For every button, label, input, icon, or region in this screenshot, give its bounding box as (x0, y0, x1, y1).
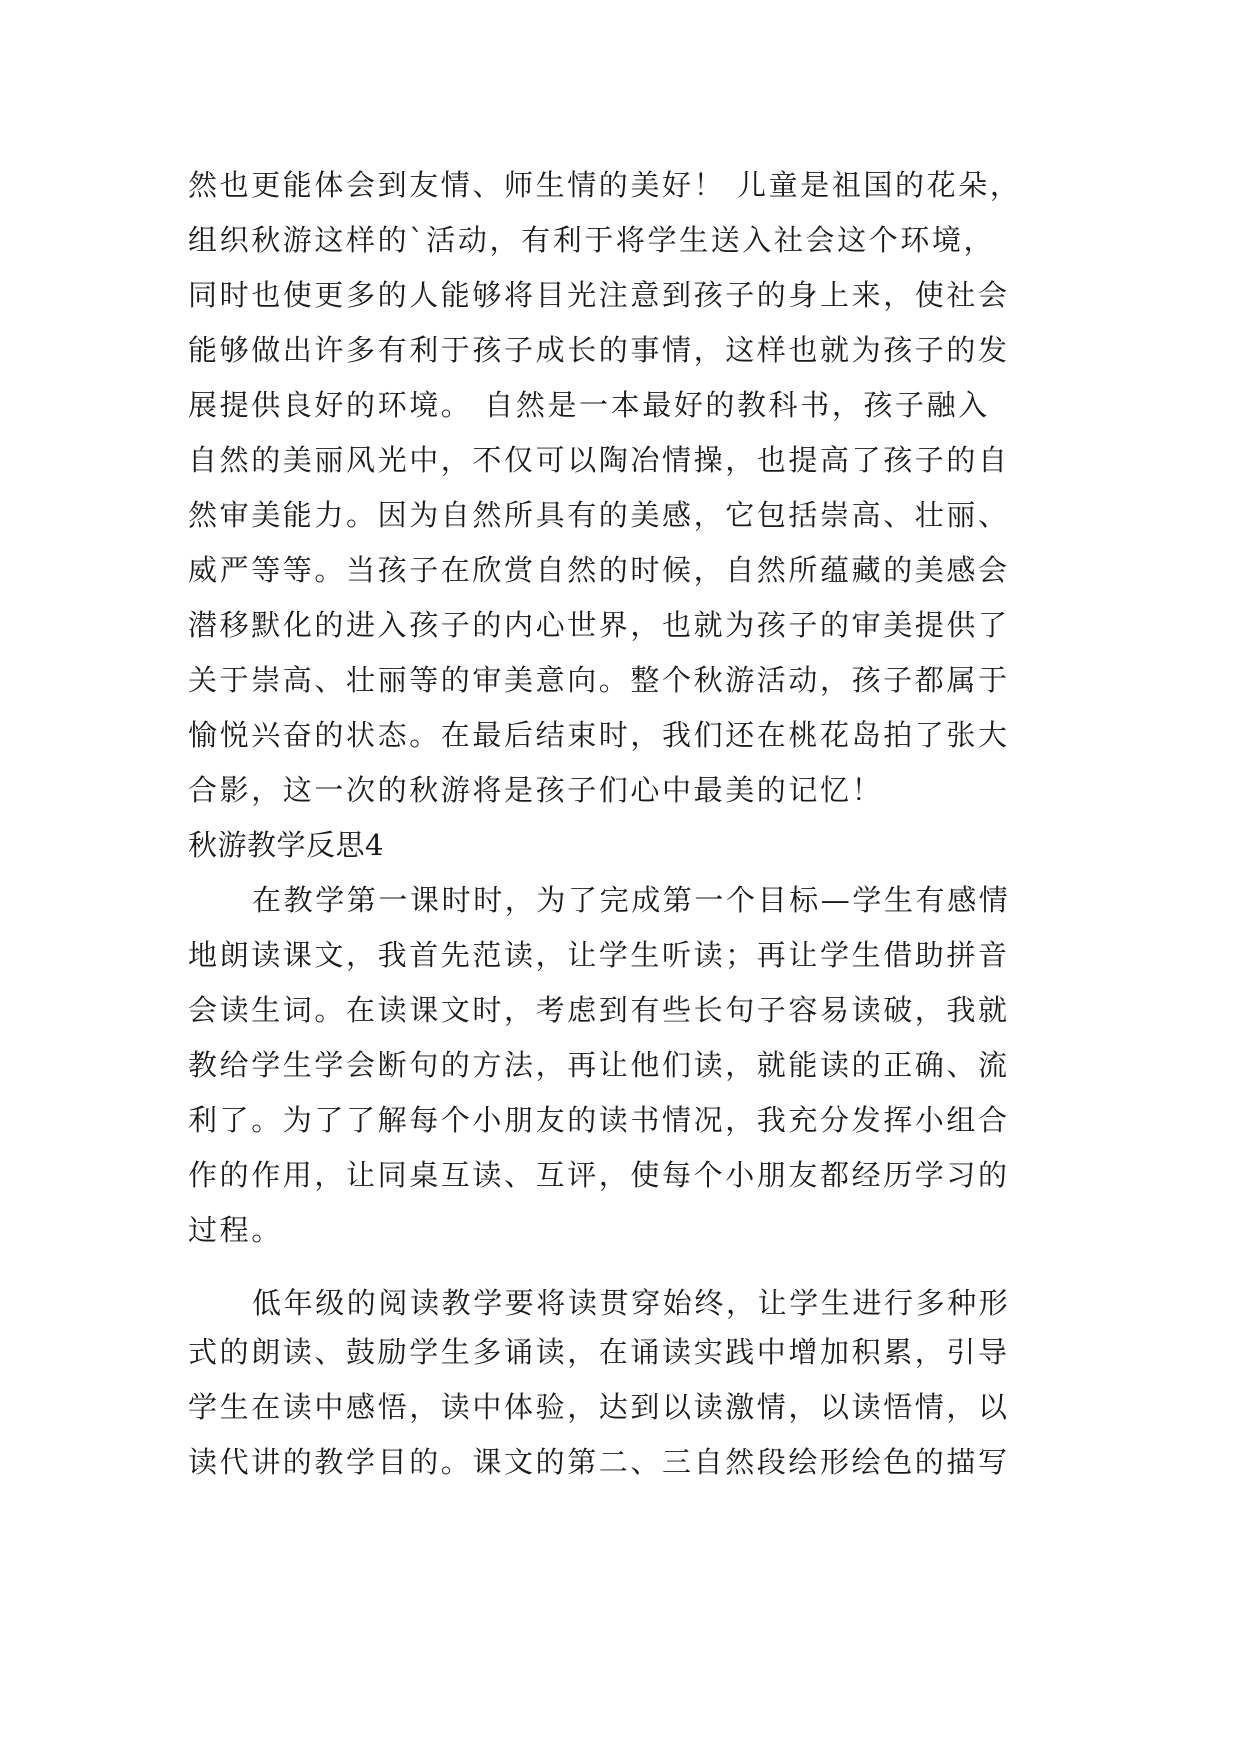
text-line: 潜移默化的进入孩子的内心世界，也就为孩子的审美提供了 (188, 608, 1010, 642)
text-line: 愉悦兴奋的状态。在最后结束时，我们还在桃花岛拍了张大 (188, 718, 1010, 752)
text-line: 组织秋游这样的`活动，有利于将学生送入社会这个环境， (188, 223, 996, 257)
text-line: 式的朗读、鼓励学生多诵读，在诵读实践中增加积累，引导 (188, 1335, 1010, 1369)
text-line: 然审美能力。因为自然所具有的美感，它包括崇高、壮丽、 (188, 498, 1010, 532)
text-line: 会读生词。在读课文时，考虑到有些长句子容易读破，我就 (188, 993, 1010, 1027)
text-line: 然也更能体会到友情、师生情的美好！ 儿童是祖国的花朵， (188, 168, 1022, 202)
text-line: 利了。为了了解每个小朋友的读书情况，我充分发挥小组合 (188, 1103, 1010, 1137)
text-line: 合影，这一次的秋游将是孩子们心中最美的记忆！ (188, 773, 884, 807)
text-line: 地朗读课文，我首先范读，让学生听读；再让学生借助拼音 (188, 938, 1010, 972)
text-line: 过程。 (188, 1213, 283, 1247)
text-line: 在教学第一课时时，为了完成第一个目标—学生有感情 (252, 883, 1011, 917)
text-line: 作的作用，让同桌互读、互评，使每个小朋友都经历学习的 (188, 1158, 1010, 1192)
text-line: 同时也使更多的人能够将目光注意到孩子的身上来，使社会 (188, 278, 1010, 312)
text-line: 教给学生学会断句的方法，再让他们读，就能读的正确、流 (188, 1048, 1010, 1082)
text-line: 关于崇高、壮丽等的审美意向。整个秋游活动，孩子都属于 (188, 663, 1010, 697)
paragraph-1 (188, 873, 1068, 1258)
text-line: 自然的美丽风光中，不仅可以陶冶情操，也提高了孩子的自 (188, 443, 1010, 477)
text-line: 威严等等。当孩子在欣赏自然的时候，自然所蕴藏的美感会 (188, 553, 1010, 587)
paragraph-2 (188, 1258, 1068, 1490)
continuation-paragraph (188, 158, 1068, 818)
text-line: 低年级的阅读教学要将读贯穿始终，让学生进行多种形 (252, 1286, 1011, 1320)
text-line: 展提供良好的环境。 自然是一本最好的教科书，孩子融入 (188, 388, 990, 422)
text-line: 学生在读中感悟，读中体验，达到以读激情，以读悟情，以 (188, 1390, 1010, 1424)
document-body (188, 158, 1068, 1490)
text-line: 读代讲的教学目的。课文的第二、三自然段绘形绘色的描写 (188, 1445, 1010, 1479)
section-heading: 秋游教学反思4 (188, 828, 384, 862)
text-line: 能够做出许多有利于孩子成长的事情，这样也就为孩子的发 (188, 333, 1010, 367)
